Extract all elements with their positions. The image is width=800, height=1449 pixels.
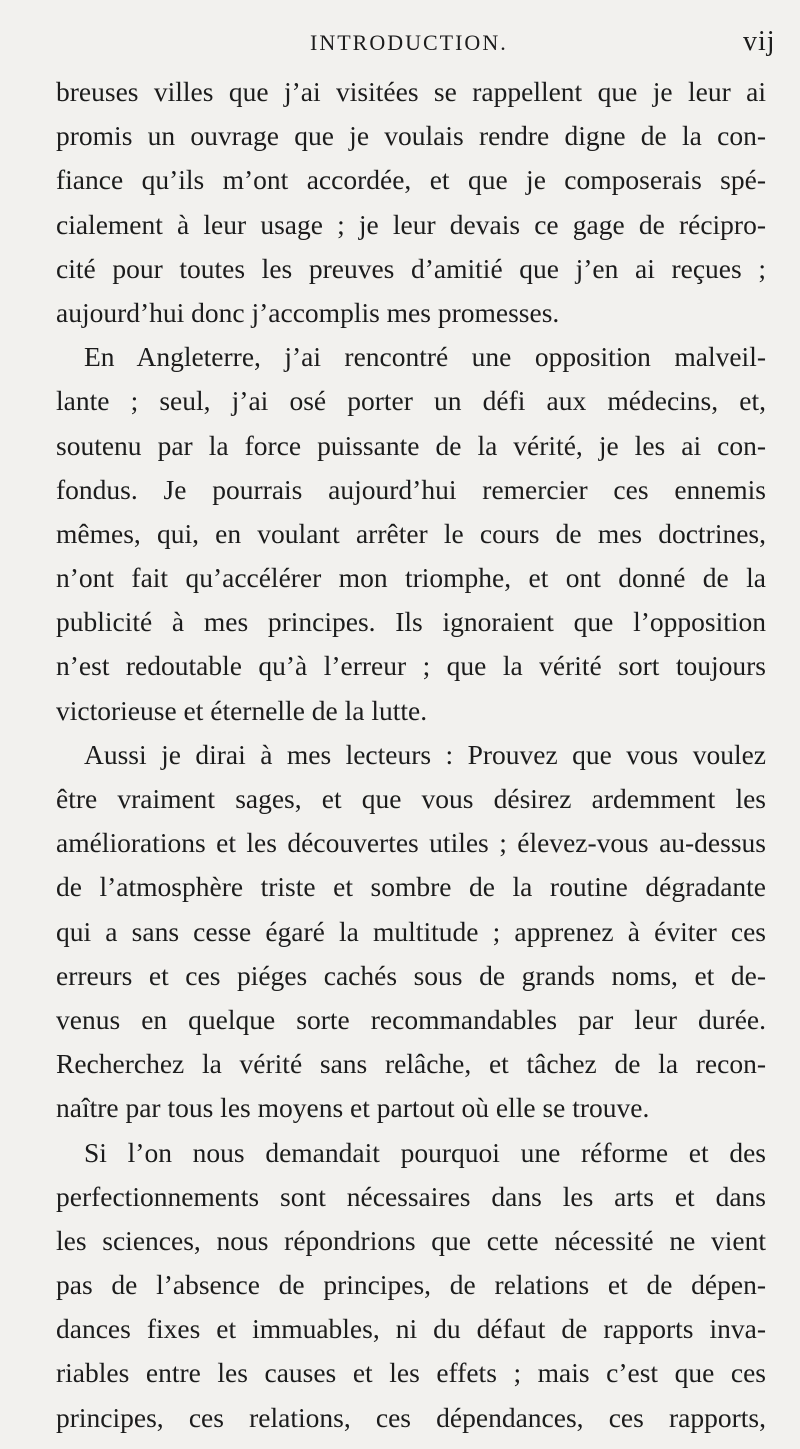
paragraph-start-line: En Angleterre, j’ai rencontré une opposition malveil- xyxy=(84,341,766,373)
text-line: Recherchez la vérité sans relâche, et tâchez de la recon- xyxy=(56,1048,766,1080)
text-line: fondus. Je pourrais aujourd’hui remercier ces ennemis xyxy=(56,473,766,505)
text-line: venus en quelque sorte recommandables par leur durée. xyxy=(56,1003,766,1035)
text-line: n’ont fait qu’accélérer mon triomphe, et ont donné de la xyxy=(56,562,766,594)
text-line: cité pour toutes les preuves d’amitié que j’en ai reçues ; xyxy=(56,252,766,284)
text-line: de l’atmosphère triste et sombre de la routine dégradante xyxy=(56,871,766,903)
text-line: breuses villes que j’ai visitées se rappellent que je leur ai xyxy=(56,76,766,107)
text-line: cialement à leur usage ; je leur devais ce gage de récipro- xyxy=(56,208,766,240)
text-line: publicité à mes principes. Ils ignoraient que l’opposition xyxy=(56,606,766,638)
text-line: aujourd’hui donc j’accomplis mes promesses. xyxy=(56,296,560,328)
text-line: pas de l’absence de principes, de relations et de dépen- xyxy=(56,1269,766,1301)
chapter-title: INTRODUCTION. xyxy=(310,30,508,55)
text-line: promis un ouvrage que je voulais rendre digne de la con- xyxy=(56,120,766,152)
body-text xyxy=(56,70,766,1440)
text-line: qui a sans cesse égaré la multitude ; apprenez à éviter ces xyxy=(56,915,766,947)
text-line: perfectionnements sont nécessaires dans les arts et dans xyxy=(56,1180,766,1212)
text-line: n’est redoutable qu’à l’erreur ; que la vérité sort toujours xyxy=(56,650,766,682)
text-line: victorieuse et éternelle de la lutte. xyxy=(56,694,428,726)
text-line: mêmes, qui, en voulant arrêter le cours de mes doctrines, xyxy=(56,517,766,549)
text-line: principes, ces relations, ces dépendances, ces rapports, xyxy=(56,1401,766,1433)
text-line: lante ; seul, j’ai osé porter un défi aux médecins, et, xyxy=(56,385,766,417)
page-number: vij xyxy=(743,26,776,57)
text-line: soutenu par la force puissante de la vérité, je les ai con- xyxy=(56,429,766,461)
text-line: naître par tous les moyens et partout où elle se trouve. xyxy=(56,1092,650,1124)
text-line: dances fixes et immuables, ni du défaut de rapports inva- xyxy=(56,1313,766,1345)
text-line: riables entre les causes et les effets ; mais c’est que ces xyxy=(56,1357,766,1389)
text-line: erreurs et ces piéges cachés sous de grands noms, et de- xyxy=(56,959,766,991)
text-line: être vraiment sages, et que vous désirez ardemment les xyxy=(56,783,766,814)
text-line: les sciences, nous répondrions que cette nécessité ne vient xyxy=(56,1224,766,1256)
paragraph-start-line: Si l’on nous demandait pourquoi une réforme et des xyxy=(84,1136,766,1168)
paragraph-start-line: Aussi je dirai à mes lecteurs : Prouvez que vous voulez xyxy=(84,738,766,770)
text-line: améliorations et les découvertes utiles ; élevez-vous au-dessus xyxy=(56,827,766,859)
text-line: fiance qu’ils m’ont accordée, et que je composerais spé- xyxy=(56,164,766,196)
running-head xyxy=(0,18,800,68)
